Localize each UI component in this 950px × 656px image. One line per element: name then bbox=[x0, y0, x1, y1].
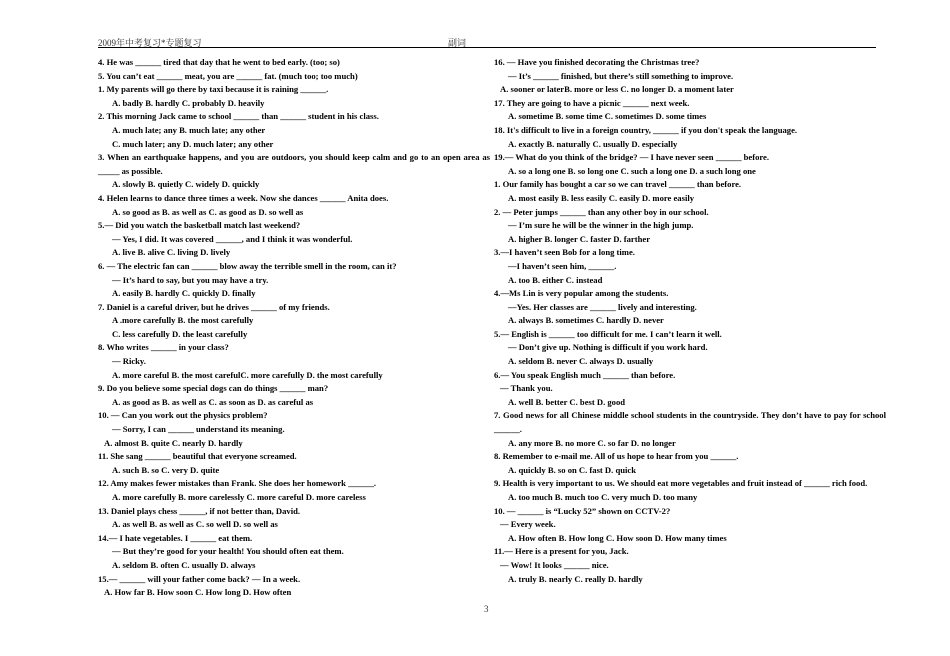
question-line: — Don’t give up. Nothing is difficult if you work hard. bbox=[508, 342, 708, 353]
question-line: A. well B. better C. best D. good bbox=[508, 396, 626, 407]
question-line: 17. They are going to have a picnic ______ next week. bbox=[494, 97, 690, 108]
question-line: 11. She sang ______ beautiful that everyone screamed. bbox=[98, 451, 297, 462]
question-line: A. live B. alive C. living D. lively bbox=[112, 247, 231, 258]
question-line: A. most easily B. less easily C. easily D. more easily bbox=[508, 192, 695, 203]
question-line: — Every week. bbox=[500, 519, 556, 530]
question-line: A. sometime B. some time C. sometimes D. some times bbox=[508, 111, 707, 122]
question-line: —Yes. Her classes are ______ lively and interesting. bbox=[508, 301, 697, 312]
question-line: A. more carefully B. more carelessly C. more careful D. more careless bbox=[112, 492, 366, 502]
question-line: A. How far B. How soon C. How long D. How often bbox=[104, 587, 292, 598]
question-line: 1. Our family has bought a car so we can travel ______ than before. bbox=[494, 179, 742, 190]
question-line: A. sooner or laterB. more or less C. no longer D. a moment later bbox=[500, 84, 734, 95]
question-line: A. much late; any B. much late; any other bbox=[112, 124, 266, 135]
question-line: A. badly B. hardly C. probably D. heavily bbox=[112, 97, 265, 108]
question-line: A. truly B. nearly C. really D. hardly bbox=[508, 573, 643, 584]
question-line: 2. This morning Jack came to school ______ than ______ student in his class. bbox=[98, 111, 379, 122]
question-line: — Wow! It looks ______ nice. bbox=[500, 559, 609, 570]
question-line: A. seldom B. never C. always D. usually bbox=[508, 356, 654, 367]
question-line: A. higher B. longer C. faster D. farther bbox=[508, 233, 651, 244]
question-line: —I haven’t seen him, ______. bbox=[508, 260, 617, 271]
question-line: A. exactly B. naturally C. usually D. especially bbox=[508, 138, 678, 149]
question-line: — Yes, I did. It was covered ______, and I think it was wonderful. bbox=[112, 233, 353, 244]
question-line: 7. Daniel is a careful driver, but he drives ______ of my friends. bbox=[98, 301, 330, 312]
question-line: — It’s hard to say, but you may have a try. bbox=[112, 274, 269, 285]
question-line: — But they’re good for your health! You should often eat them. bbox=[112, 546, 344, 557]
question-line: A. too B. either C. instead bbox=[508, 274, 603, 285]
question-line: 4. He was ______ tired that day that he went to bed early. (too; so) bbox=[98, 57, 340, 67]
question-line: 16. — Have you finished decorating the Christmas tree? bbox=[494, 57, 700, 67]
question-line: 10. — Can you work out the physics problem? bbox=[98, 410, 268, 421]
right-column bbox=[494, 56, 886, 586]
question-line: A. such B. so C. very D. quite bbox=[112, 464, 220, 475]
question-line: A. so a long one B. so long one C. such a long one D. a such long one bbox=[508, 165, 756, 176]
question-line: 3. When an earthquake happens, and you are outdoors, you should keep calm and go to an open area as _____ as possible. bbox=[98, 152, 490, 176]
question-line: 8. Who writes ______ in your class? bbox=[98, 342, 229, 353]
question-line: 12. Amy makes fewer mistakes than Frank. She does her homework ______. bbox=[98, 478, 377, 489]
question-line: 9. Do you believe some special dogs can do things ______ man? bbox=[98, 383, 329, 394]
question-line: 4.—Ms Lin is very popular among the students. bbox=[494, 288, 669, 299]
question-line: 14.— I hate vegetables. I ______ eat them. bbox=[98, 532, 253, 543]
question-line: C. less carefully D. the least carefully bbox=[112, 328, 248, 339]
question-line: 3.—I haven’t seen Bob for a long time. bbox=[494, 247, 635, 258]
question-line: C. much later; any D. much later; any other bbox=[112, 138, 274, 149]
question-line: A. so good as B. as well as C. as good as D. so well as bbox=[112, 206, 304, 217]
question-line: 5.— English is ______ too difficult for me. I can’t learn it well. bbox=[494, 328, 722, 339]
question-line: 10. — ______ is “Lucky 52” shown on CCTV-2? bbox=[494, 505, 671, 516]
question-line: A. quickly B. so on C. fast D. quick bbox=[508, 464, 636, 475]
question-line: 9. Health is very important to us. We should eat more vegetables and fruit instead of ______ rich food. bbox=[494, 478, 868, 489]
question-line: 5. You can’t eat ______ meat, you are ______ fat. (much too; too much) bbox=[98, 70, 358, 81]
question-line: A. too much B. much too C. very much D. too many bbox=[508, 492, 698, 502]
question-line: A. seldom B. often C. usually D. always bbox=[112, 559, 256, 570]
question-line: A. any more B. no more C. so far D. no longer bbox=[508, 437, 676, 448]
question-line: — Sorry, I can ______ understand its meaning. bbox=[112, 424, 285, 435]
question-line: A. How often B. How long C. How soon D. How many times bbox=[508, 532, 727, 543]
question-line: A. slowly B. quietly C. widely D. quickly bbox=[112, 179, 260, 190]
question-line: — It’s ______ finished, but there’s still something to improve. bbox=[508, 70, 734, 81]
question-line: A. almost B. quite C. nearly D. hardly bbox=[104, 437, 243, 448]
question-line: A. as good as B. as well as C. as soon as D. as careful as bbox=[112, 396, 314, 407]
question-line: 15.— ______ will your father come back? — In a week. bbox=[98, 573, 301, 584]
question-line: 13. Daniel plays chess ______, if not better than, David. bbox=[98, 505, 301, 516]
question-line: 6.— You speak English much ______ than before. bbox=[494, 369, 676, 380]
header-left: 2009年中考复习*专题复习 bbox=[98, 38, 202, 48]
question-line: 19.— What do you think of the bridge? — I have never seen ______ before. bbox=[494, 152, 770, 163]
question-line: 4. Helen learns to dance three times a week. Now she dances ______ Anita does. bbox=[98, 192, 389, 203]
question-line: A. as well B. as well as C. so well D. so well as bbox=[112, 519, 278, 530]
header-title: 副词 bbox=[448, 38, 467, 48]
question-line: A .more carefully B. the most carefully bbox=[112, 315, 254, 326]
question-line: — Ricky. bbox=[112, 356, 146, 367]
question-line: A. more careful B. the most carefulC. more carefully D. the most carefully bbox=[112, 369, 383, 380]
question-line: 11.— Here is a present for you, Jack. bbox=[494, 546, 629, 557]
page-number: 3 bbox=[484, 604, 489, 614]
question-line: 8. Remember to e-mail me. All of us hope to hear from you ______. bbox=[494, 451, 739, 462]
question-line: — I’m sure he will be the winner in the high jump. bbox=[508, 220, 694, 231]
left-column bbox=[98, 56, 490, 600]
question-line: 7. Good news for all Chinese middle school students in the countryside. They don’t have to pay for school ______. bbox=[494, 410, 886, 435]
question-line: A. easily B. hardly C. quickly D. finally bbox=[112, 288, 256, 299]
question-line: — Thank you. bbox=[500, 383, 553, 394]
header-rule bbox=[98, 47, 876, 48]
question-line: 2. — Peter jumps ______ than any other boy in our school. bbox=[494, 206, 709, 217]
question-line: 6. — The electric fan can ______ blow away the terrible smell in the room, can it? bbox=[98, 260, 397, 271]
question-line: A. always B. sometimes C. hardly D. never bbox=[508, 315, 664, 326]
question-line: 1. My parents will go there by taxi because it is raining ______. bbox=[98, 84, 329, 95]
question-line: 18. It's difficult to live in a foreign country, ______ if you don't speak the language. bbox=[494, 124, 798, 135]
question-line: 5.— Did you watch the basketball match last weekend? bbox=[98, 220, 301, 231]
